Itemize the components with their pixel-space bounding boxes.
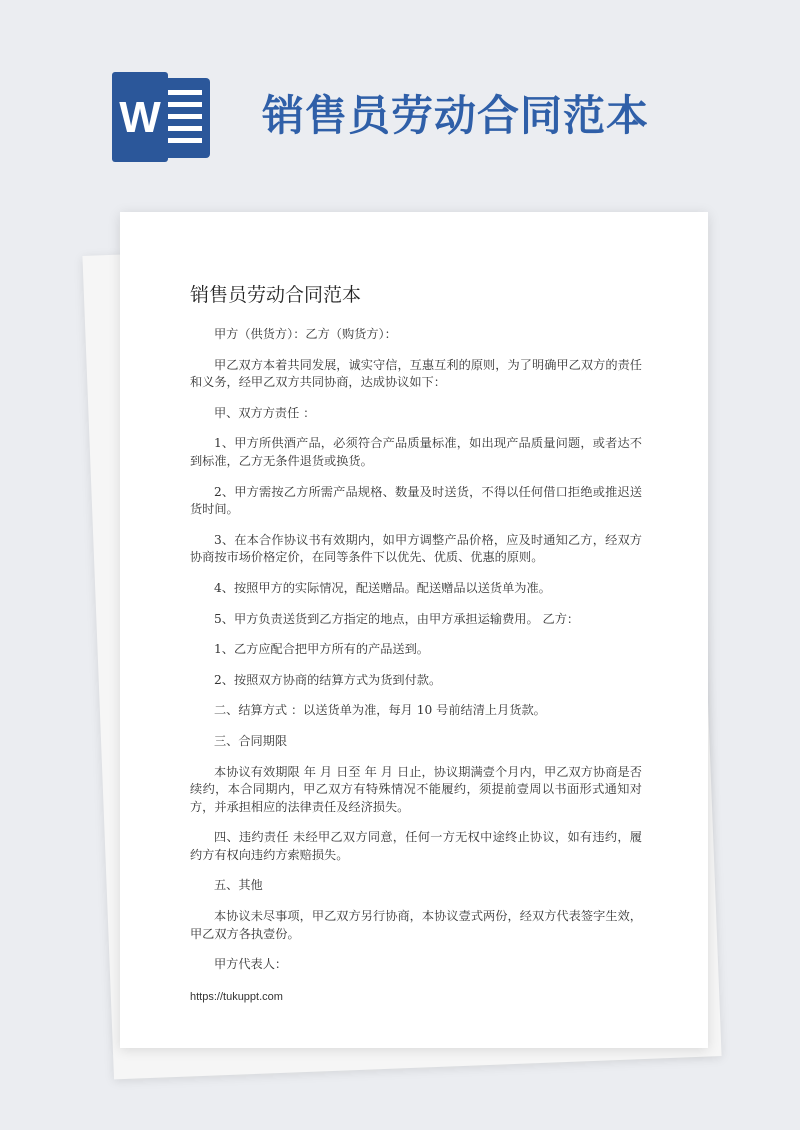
document-title: 销售员劳动合同范本 (190, 284, 362, 306)
document-body (190, 326, 642, 987)
header (0, 0, 800, 200)
footer-url: https://tukuppt.com (190, 991, 283, 1003)
paragraph: 甲方代表人： (214, 957, 288, 972)
paragraph: 甲、双方方责任 ： (214, 405, 316, 420)
paragraph: 4、按照甲方的实际情况，配送赠品。配送赠品以送货单为准。 (214, 580, 551, 595)
paragraph: 三、合同期限 (214, 733, 288, 748)
paragraph: 甲乙双方本着共同发展，诚实守信，互惠互利的原则，为了明确甲乙双方的责任和义务，经甲乙双方共同协商，达成协议如下： (190, 357, 642, 390)
document-page (120, 212, 708, 1048)
paragraph: 1、乙方应配合把甲方所有的产品送到。 (214, 642, 429, 657)
page-title: 销售员劳动合同范本 (262, 91, 650, 140)
word-icon (112, 72, 214, 162)
paragraph: 2、按照双方协商的结算方式为货到付款。 (214, 672, 442, 687)
paragraph: 5、甲方负责送货到乙方指定的地点，由甲方承担运输费用。 乙方： (214, 611, 580, 626)
paragraph: 甲方（供货方）：乙方（购货方）： (214, 327, 397, 341)
logo-letter: W (119, 93, 161, 142)
paragraph: 本协议有效期限 年 月 日至 年 月 日止，协议期满壹个月内，甲乙双方协商是否续约，本合同期内，甲乙双方有特殊情况不能履约，须提前壹周以书面形式通知对方，并承担相应的法律责任及经济损失。 (190, 764, 642, 814)
paragraph: 五、其他 (214, 878, 263, 893)
paragraph: 四、违约责任 未经甲乙双方同意，任何一方无权中途终止协议，如有违约，履约方有权向违约方索赔损失。 (190, 830, 642, 862)
paragraph: 3、在本合作协议书有效期内，如甲方调整产品价格，应及时通知乙方，经双方协商按市场价格定价，在同等条件下以优先、优质、优惠的原则。 (190, 532, 642, 565)
paragraph: 1、甲方所供酒产品，必须符合产品质量标准，如出现产品质量问题，或者达不到标准，乙方无条件退货或换货。 (190, 436, 642, 468)
paragraph: 二、结算方式 ：以送货单为准，每月 10 号前结清上月货款。 (214, 703, 546, 718)
paragraph: 本协议未尽事项，甲乙双方另行协商，本协议壹式两份，经双方代表签字生效，甲乙双方各执壹份。 (190, 909, 642, 941)
paragraph: 2、甲方需按乙方所需产品规格、数量及时送货，不得以任何借口拒绝或推迟送货时间。 (190, 484, 642, 517)
